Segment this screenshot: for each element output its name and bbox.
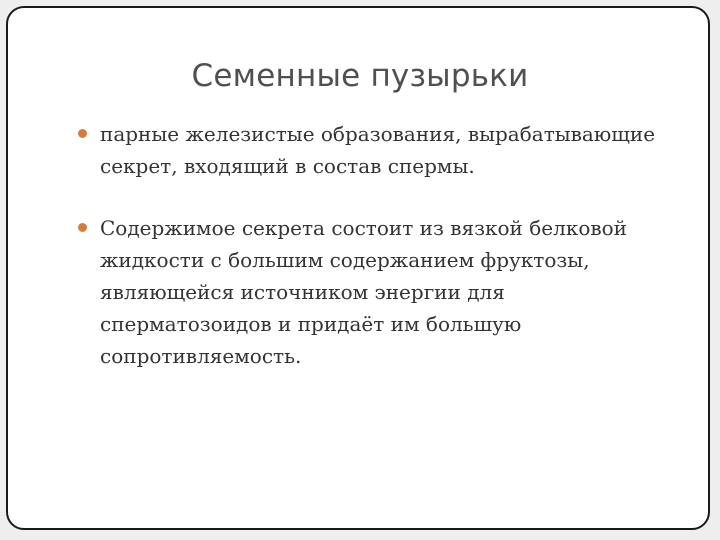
list-item	[78, 118, 658, 182]
list-item	[78, 212, 658, 372]
bullet-dot-icon	[78, 223, 87, 232]
bullet-text: Содержимое секрета состоит из вязкой белковой жидкости с большим содержанием фруктозы, являющейся источником энергии для сперматозоидов и придаёт им большую сопротивляемость.	[100, 216, 628, 368]
slide-title: Семенные пузырьки	[191, 58, 529, 94]
bullet-text: парные железистые образования, вырабатывающие секрет, входящий в состав спермы.	[100, 122, 656, 178]
bullet-list	[78, 118, 658, 372]
bullet-dot-icon	[78, 129, 87, 138]
